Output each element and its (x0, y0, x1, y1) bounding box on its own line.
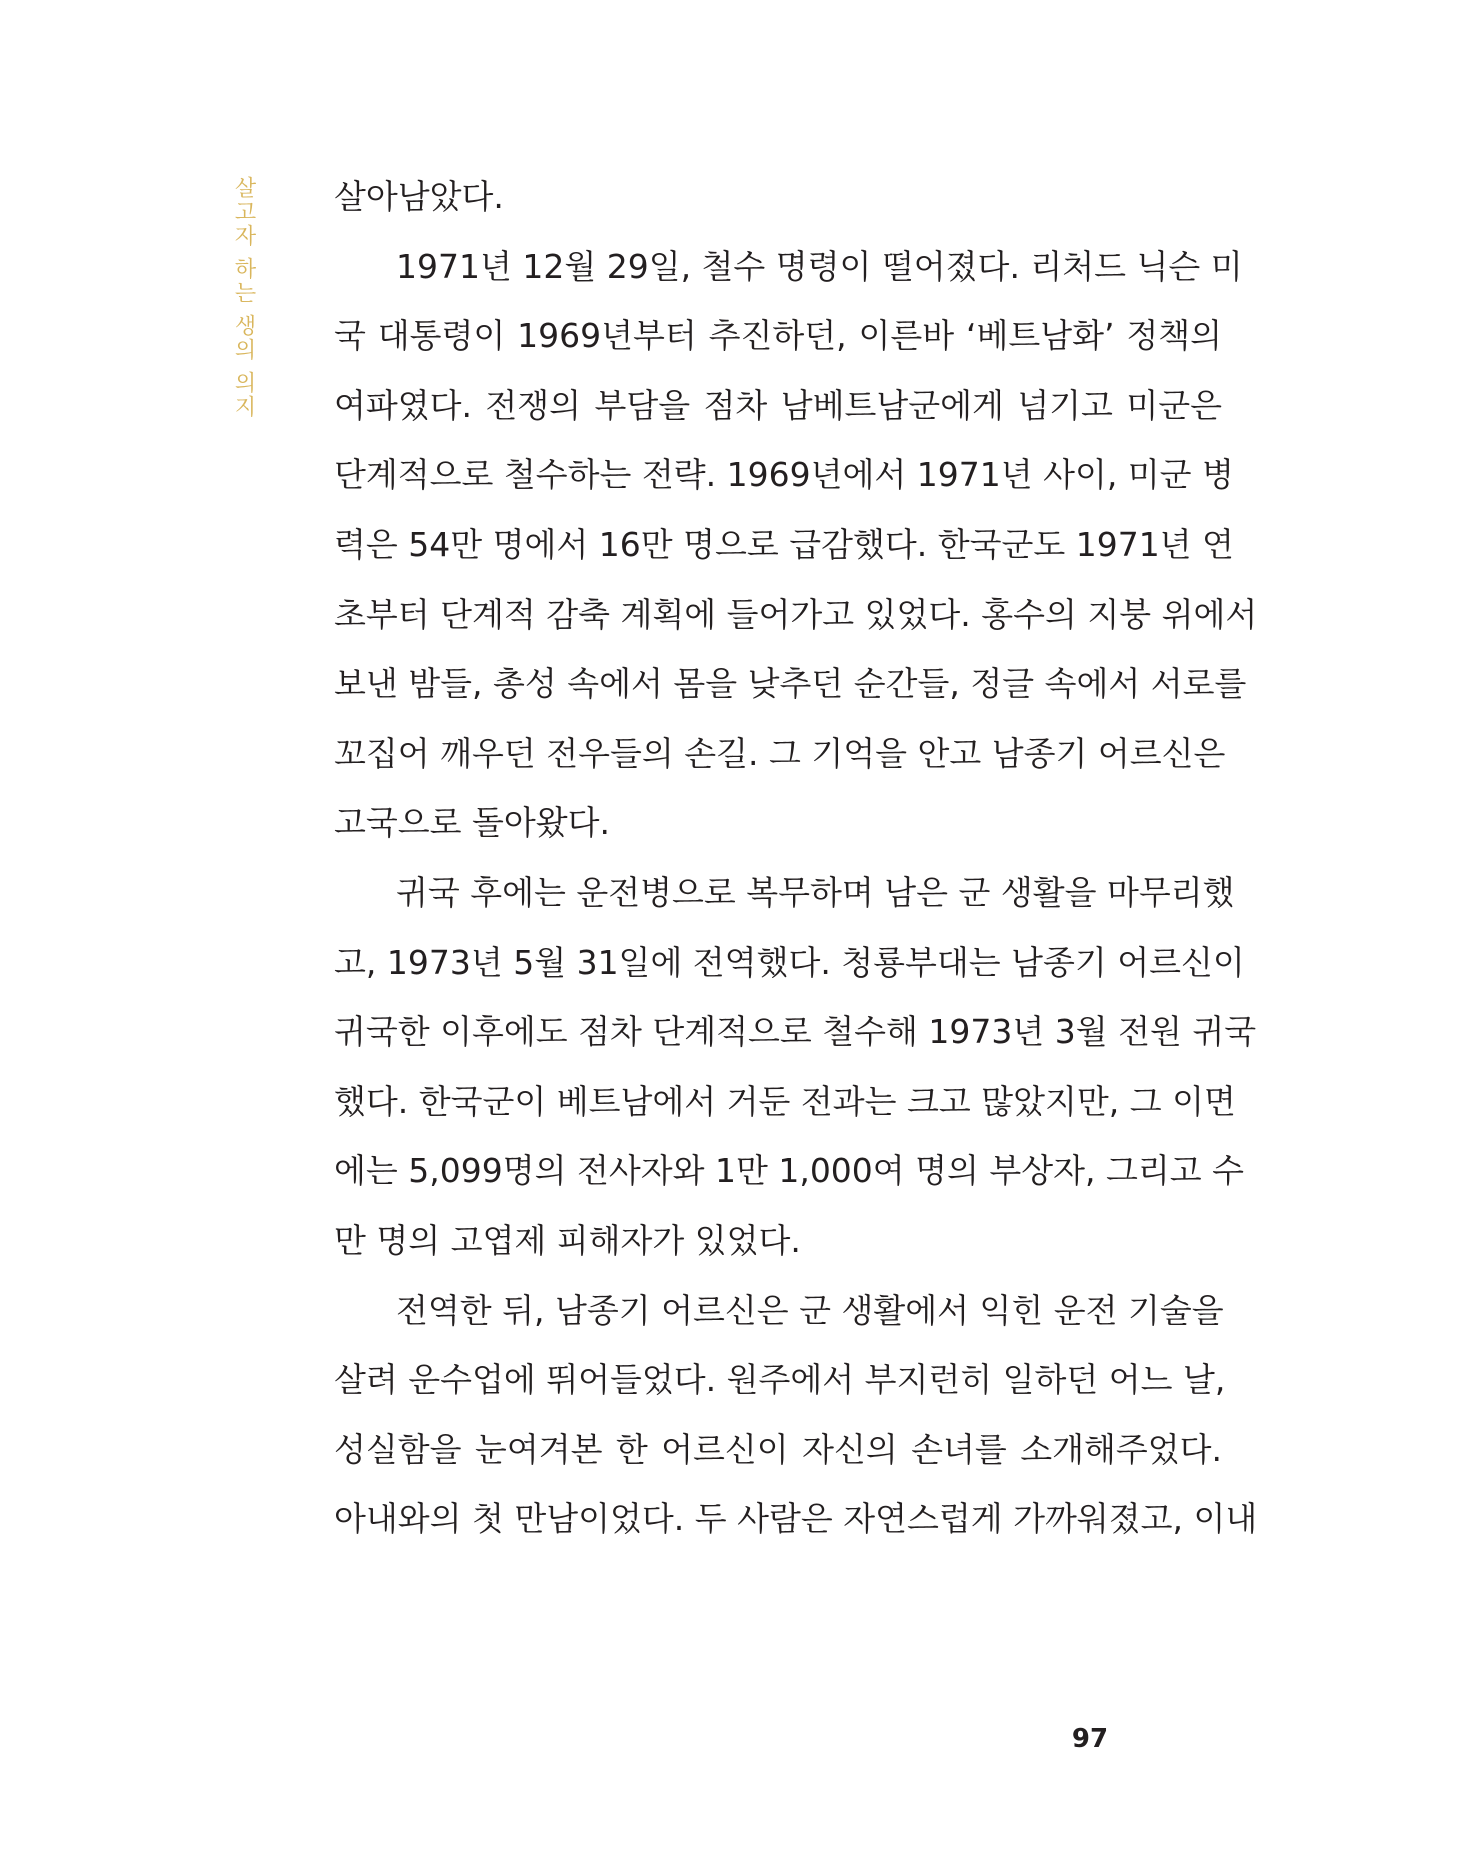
text-line: 고, 1973년 5월 31일에 전역했다. 청룡부대는 남종기 어르신이 (334, 942, 1245, 982)
text-line: 살아남았다. (334, 177, 504, 216)
text-line: 만 명의 고엽제 피해자가 있었다. (334, 1220, 801, 1260)
text-line: 보낸 밤들, 총성 속에서 몸을 낮추던 순간들, 정글 속에서 서로를 (334, 664, 1247, 704)
text-line: 전역한 뒤, 남종기 어르신은 군 생활에서 익힌 운전 기술을 (396, 1290, 1224, 1330)
text-line: 성실함을 눈여겨본 한 어르신이 자신의 손녀를 소개해주었다. (334, 1429, 1222, 1469)
text-line: 단계적으로 철수하는 전략. 1969년에서 1971년 사이, 미군 병 (334, 455, 1234, 495)
page-number: 97 (1071, 1724, 1109, 1754)
text-line: 귀국한 이후에도 점차 단계적으로 철수해 1973년 3월 전원 귀국 (334, 1012, 1257, 1052)
text-line: 했다. 한국군이 베트남에서 거둔 전과는 크고 많았지만, 그 이면 (334, 1081, 1236, 1121)
text-line: 초부터 단계적 감축 계획에 들어가고 있었다. 홍수의 지붕 위에서 (334, 594, 1258, 634)
text-line: 여파였다. 전쟁의 부담을 점차 남베트남군에게 넘기고 미군은 (334, 385, 1222, 425)
running-head: 살고자 하는 생의 의지 (231, 176, 256, 419)
text-line: 아내와의 첫 만남이었다. 두 사람은 자연스럽게 가까워졌고, 이내 (334, 1499, 1258, 1539)
text-line: 고국으로 돌아왔다. (334, 803, 611, 843)
text-line: 꼬집어 깨우던 전우들의 손길. 그 기억을 안고 남종기 어르신은 (334, 733, 1226, 773)
text-line: 국 대통령이 1969년부터 추진하던, 이른바 ‘베트남화’ 정책의 (334, 316, 1222, 356)
text-line: 1971년 12월 29일, 철수 명령이 떨어졌다. 리처드 닉슨 미 (396, 246, 1243, 286)
text-line: 에는 5,099명의 전사자와 1만 1,000여 명의 부상자, 그리고 수 (334, 1151, 1245, 1191)
text-line: 력은 54만 명에서 16만 명으로 급감했다. 한국군도 1971년 연 (334, 524, 1234, 564)
body-text (334, 162, 1258, 1554)
text-line: 귀국 후에는 운전병으로 복무하며 남은 군 생활을 마무리했 (396, 872, 1235, 912)
text-line: 살려 운수업에 뛰어들었다. 원주에서 부지런히 일하던 어느 날, (334, 1360, 1226, 1400)
